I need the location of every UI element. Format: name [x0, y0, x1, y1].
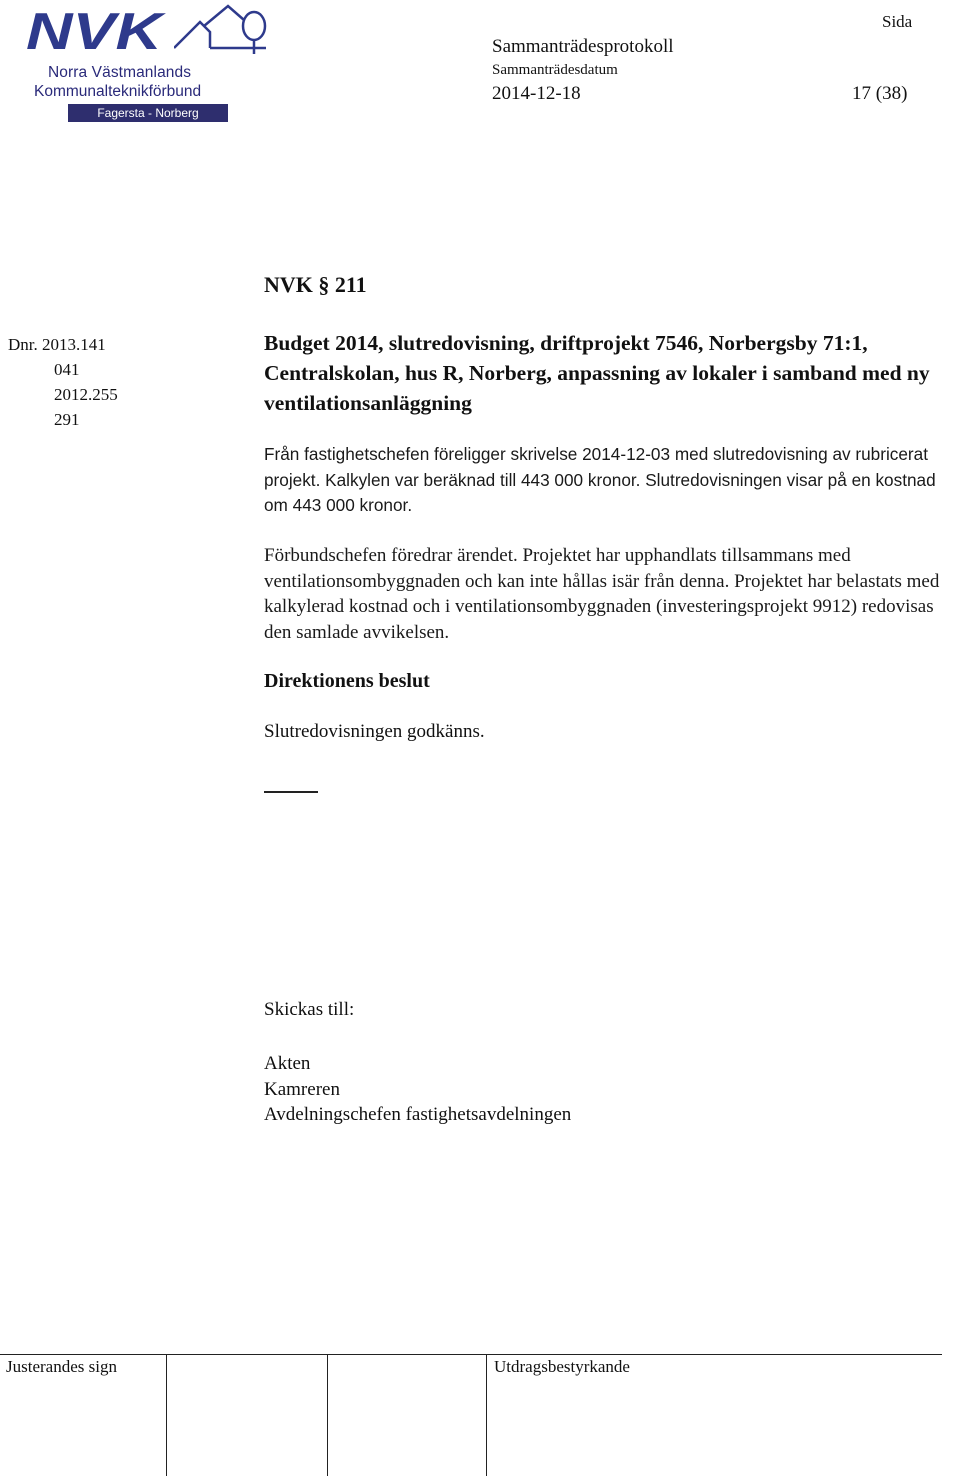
page-number: 17 (38) — [852, 83, 908, 104]
logo-banner: Fagersta - Norberg — [68, 104, 228, 122]
dnr-line2: 041 — [54, 360, 80, 379]
page-label: Sida — [882, 12, 913, 31]
organization-logo — [26, 4, 246, 122]
recipient-list — [264, 1051, 571, 1128]
footer-divider — [486, 1354, 487, 1476]
decision-heading: Direktionens beslut — [264, 670, 430, 692]
logo-name-line1: Norra Västmanlands — [48, 64, 192, 81]
date-label: Sammanträdesdatum — [492, 62, 618, 78]
dnr-line4: 291 — [54, 410, 80, 429]
decision-text: Slutredovisningen godkänns. — [264, 721, 485, 742]
document-type: Sammanträdesprotokoll — [492, 36, 674, 57]
tree-house-icon — [174, 4, 270, 62]
intro-paragraph: Från fastighetschefen föreligger skrivelse 2014-12-03 med slutredovisning av rubricerat projekt. Kalkylen var beräknad till 443 000 kronor. Slutredovisningen visar på en kostnad om 443 000 kronor. — [264, 444, 936, 515]
footer-divider — [166, 1354, 167, 1476]
recipient: Avdelningschefen fastighetsavdelningen — [264, 1104, 572, 1125]
footer-top-border — [0, 1354, 942, 1355]
paragraph-number: NVK § 211 — [264, 272, 367, 297]
dnr-line1: Dnr. 2013.141 — [8, 335, 106, 354]
footer-divider — [327, 1354, 328, 1476]
sign-label: Justerandes sign — [6, 1357, 117, 1376]
certify-label: Utdragsbestyrkande — [494, 1357, 630, 1376]
meeting-date: 2014-12-18 — [492, 83, 581, 104]
dnr-line3: 2012.255 — [54, 385, 118, 404]
logo-acronym: NVK — [26, 4, 166, 54]
recipient: Akten — [264, 1053, 311, 1074]
recipient: Kamreren — [264, 1078, 340, 1100]
presentation-paragraph: Förbundschefen föredrar ärendet. Projektet har upphandlats tillsammans med ventilationsombyggnaden och kan inte hållas isär från denna. Projektet har belastats med kalkylerad kostnad och i ventilationsombyggnaden (investeringsprojekt 9912) redovisas den samlade avvikelsen. — [264, 545, 940, 643]
distribution-label: Skickas till: — [264, 999, 355, 1020]
section-heading: Budget 2014, slutredovisning, driftprojekt 7546, Norbergsby 71:1, Centralskolan, hus R, Norberg, anpassning av lokaler i samband med ny ventilationsanläggning — [264, 331, 930, 415]
logo-name-line2: Kommunalteknikförbund — [34, 83, 202, 100]
nvk-logo-letters — [26, 4, 166, 54]
signature-footer — [0, 1354, 942, 1476]
section-end-rule — [264, 791, 318, 793]
